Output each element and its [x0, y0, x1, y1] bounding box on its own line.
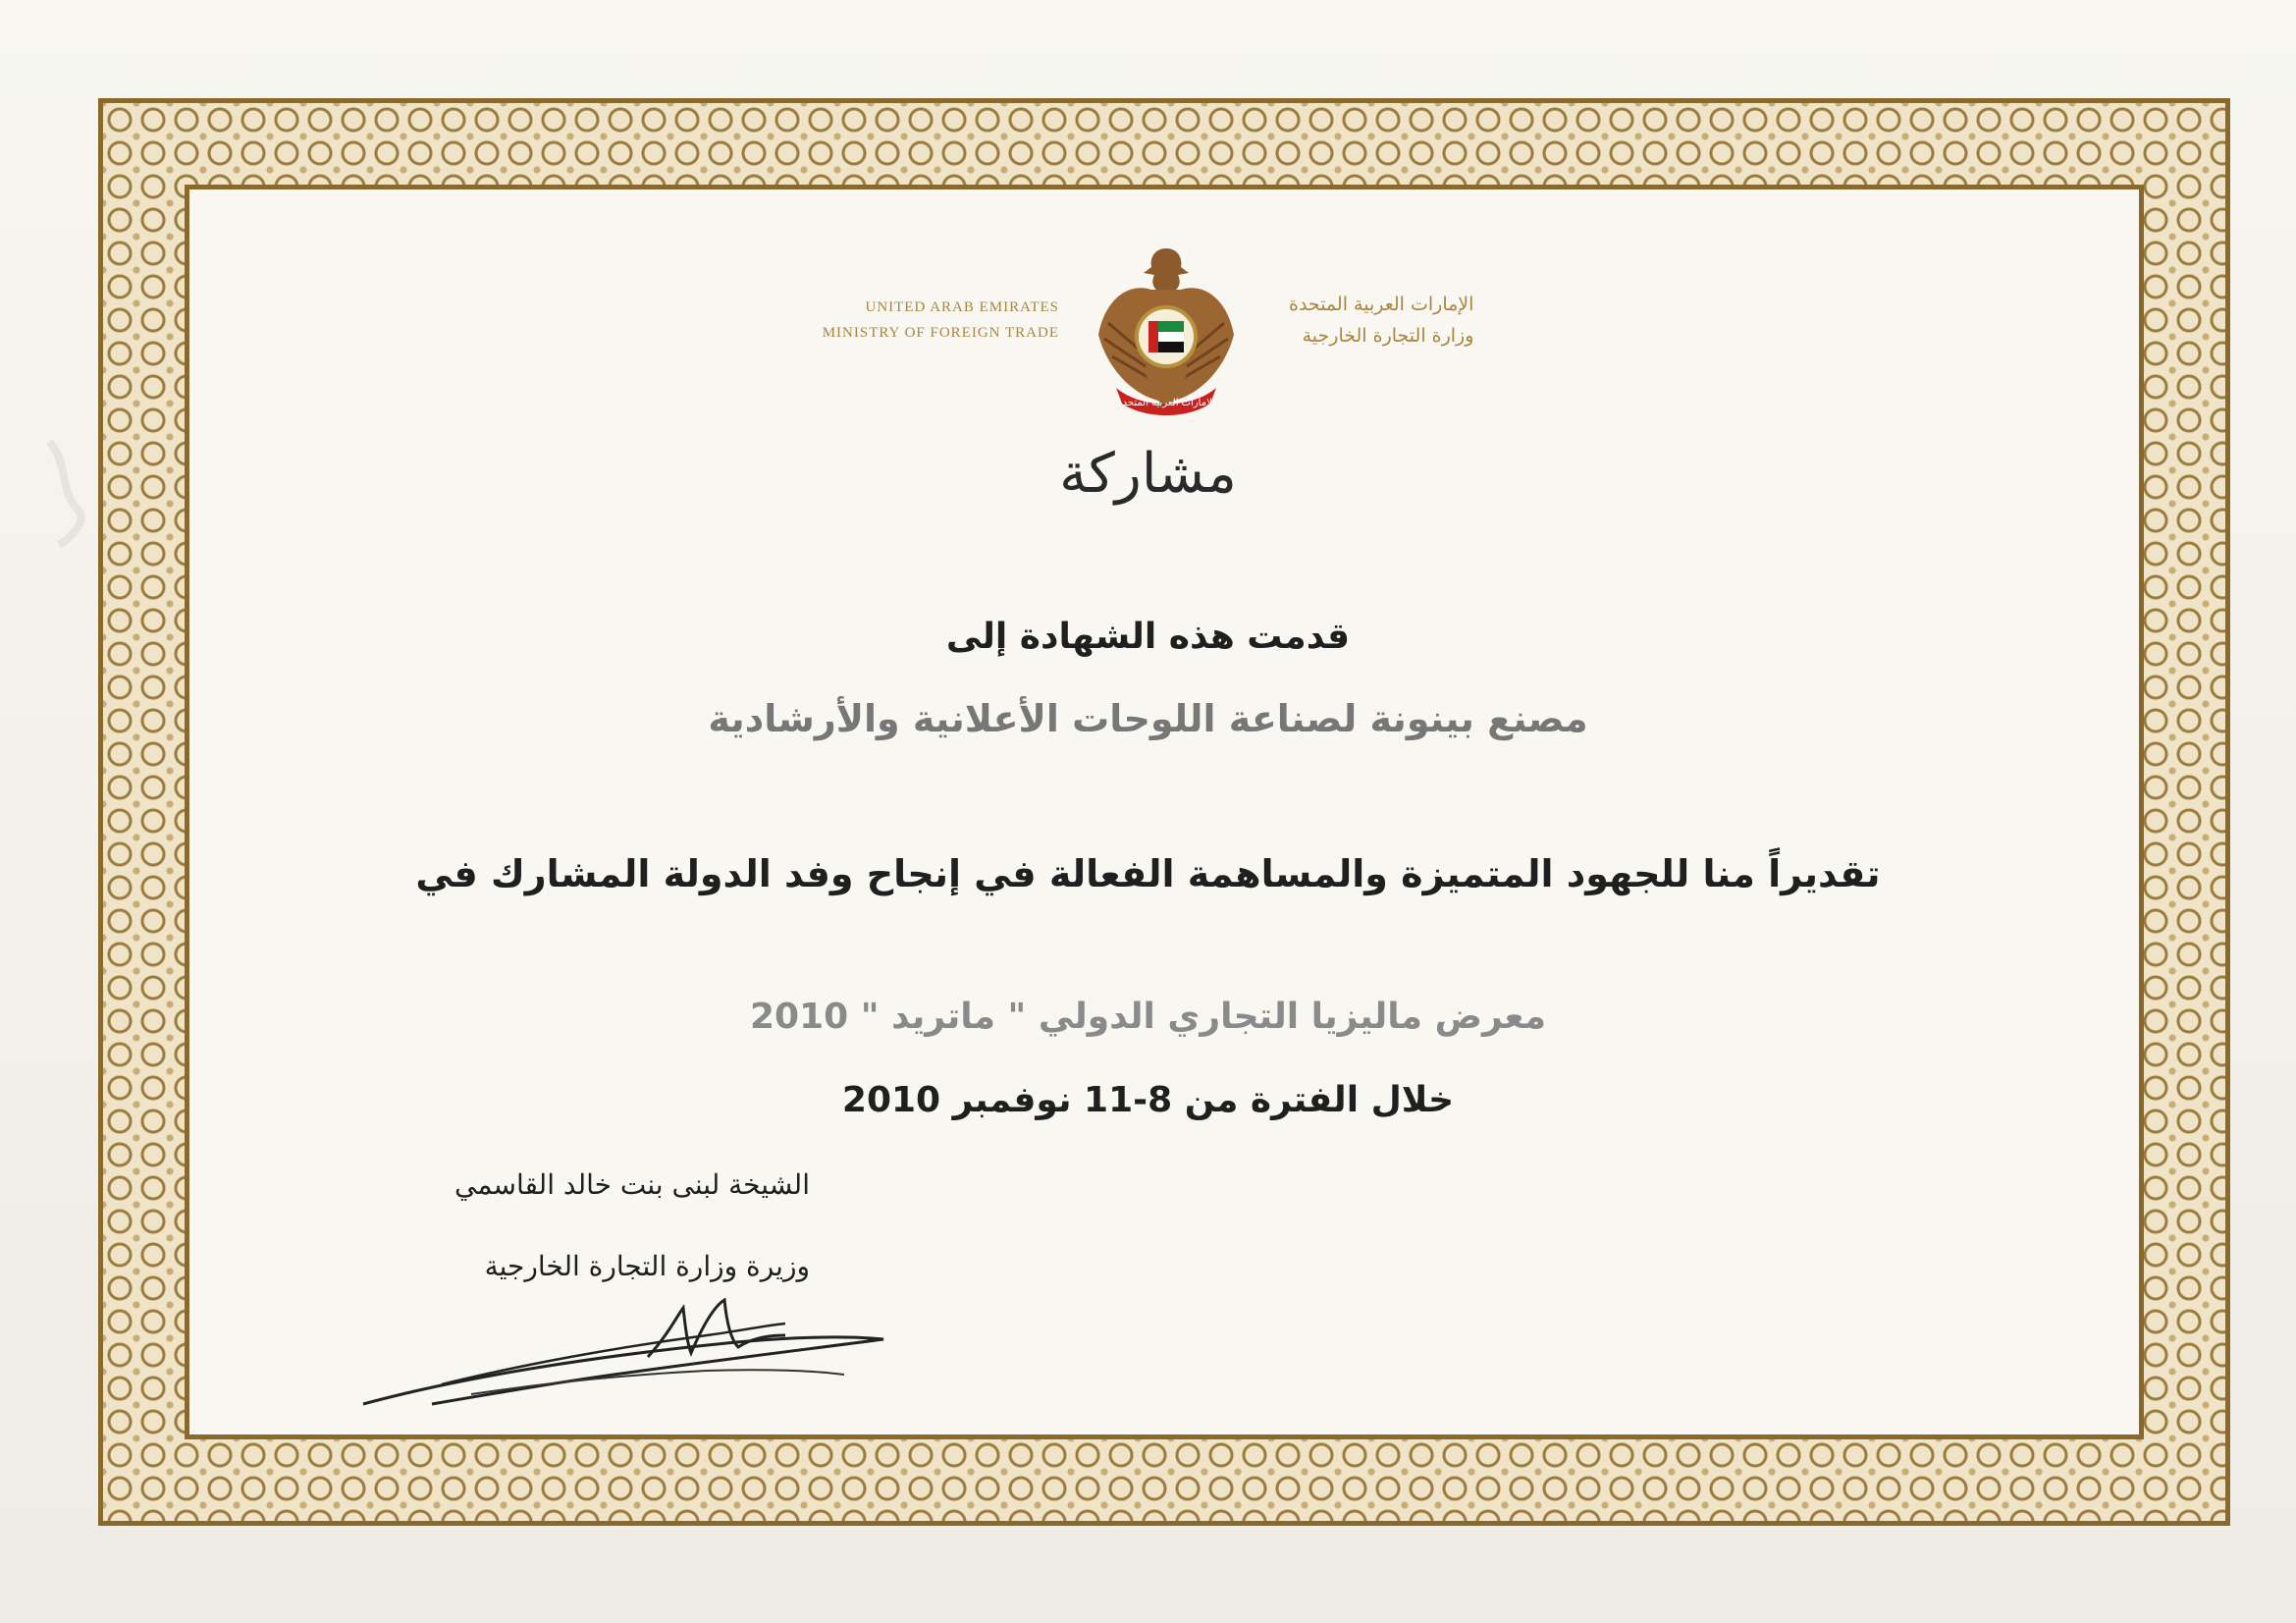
- ministry-arabic-header: [1289, 289, 1473, 352]
- recipient-name: مصنع بينونة لصناعة اللوحات الأعلانية والأرشادية: [708, 697, 1588, 740]
- signatory-title: وزيرة وزارة التجارة الخارجية: [484, 1250, 810, 1282]
- event-period: خلال الفترة من 8-11 نوفمبر 2010: [841, 1080, 1455, 1120]
- uae-eagle-emblem-icon: [1093, 241, 1240, 427]
- ministry-english-header: [823, 295, 1059, 346]
- exhibition-name: معرض ماليزيا التجاري الدولي " ماتريد " 2010: [749, 997, 1547, 1037]
- certificate-title: مشاركة: [1059, 442, 1237, 506]
- emblem-scroll-label: الإمارات العربية المتحدة: [1117, 398, 1215, 408]
- country-name-en: UNITED ARAB EMIRATES: [865, 299, 1059, 315]
- paper-scan-artifact: [29, 432, 108, 550]
- presented-to-line: قدمت هذه الشهادة إلى: [945, 617, 1351, 657]
- country-name-ar: الإمارات العربية المتحدة: [1289, 294, 1474, 315]
- ministry-name-en: MINISTRY OF FOREIGN TRADE: [822, 325, 1059, 341]
- handwritten-signature: [353, 1296, 933, 1414]
- ministry-name-ar: وزارة التجارة الخارجية: [1302, 325, 1474, 347]
- signatory-name: الشيخة لبنى بنت خالد القاسمي: [454, 1168, 810, 1201]
- appreciation-line: تقديراً منا للجهود المتميزة والمساهمة الفعالة في إنجاح وفد الدولة المشارك في: [415, 852, 1881, 895]
